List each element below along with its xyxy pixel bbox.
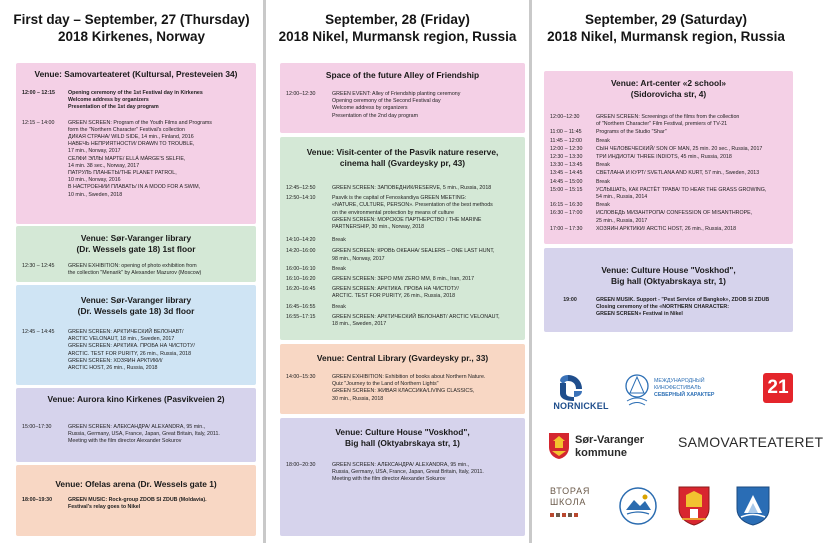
- event-time: 13:30 – 13:45: [550, 162, 583, 169]
- event-time: 15:00–17:30: [22, 424, 52, 430]
- coat-of-arms-blue-icon: [735, 485, 771, 527]
- sor-varanger-wordmark: [575, 434, 644, 460]
- event-time: 18:00–20:30: [286, 462, 316, 468]
- venue-alley-of-friendship: [280, 63, 525, 133]
- event-text: Break: [332, 237, 346, 244]
- event-text: Break: [596, 162, 610, 169]
- day-1-title: [0, 11, 263, 45]
- event-text: Break: [596, 202, 610, 209]
- event-item: [550, 210, 787, 224]
- venue-title: Venue: Art-center «2 school» (Sidorovicha str, 4): [610, 78, 727, 99]
- event-time: 12:00 – 12:15: [22, 90, 55, 96]
- sor-varanger-text-line1: Sør-Varanger: [575, 434, 645, 446]
- event-text: GREEN MUSIK. Support - "Pest Service of Bangkok», ZDOB SI ZDUB Closing ceremony of the «NORTHERN CHARACTER: GREEN SCREEN» Festival in Nikel: [596, 297, 770, 318]
- venue-title: Venue: Culture House "Voskhod", Big hall (Oktyabrskaya str, 1): [335, 427, 470, 448]
- day-2-title-line1: September, 28 (Friday): [325, 12, 470, 27]
- vtoraya-text-line2: ШКОЛА: [550, 497, 587, 507]
- event-item: [550, 179, 787, 186]
- event-time: 14:10–14:20: [286, 237, 316, 244]
- event-item: [550, 170, 787, 177]
- pasvik-reserve-emblem-icon: [618, 486, 658, 526]
- event-item: [286, 374, 519, 403]
- event-time: 12:30 – 12:45: [22, 263, 55, 269]
- event-time: 14:00–15:30: [286, 374, 316, 380]
- venue-title: Venue: Samovarteateret (Kultursal, Presteveien 34): [34, 69, 238, 79]
- nikel-coat-of-arms: [735, 485, 771, 527]
- venue-samovarteateret: [16, 63, 256, 224]
- event-text: ИСЛОВЕДЬ МИЗАНТРОПА/ CONFESSION OF MISANTHROPE, 25 min., Russia, 2017: [596, 210, 753, 224]
- vtoraya-text-line1: ВТОРАЯ: [550, 486, 591, 496]
- event-time: 18:00–19:30: [22, 497, 53, 503]
- event-item: [286, 266, 519, 273]
- event-time: 15:00 – 15:15: [550, 186, 583, 193]
- teateret-wordmark: TEATERET: [748, 434, 823, 450]
- event-time: 19:00: [563, 297, 577, 303]
- event-time: 12:00 – 12:30: [550, 145, 583, 152]
- event-time: 13:45 – 14:45: [550, 170, 583, 177]
- festival-text-line2: КИНОФЕСТИВАЛЬ: [654, 385, 702, 391]
- event-text: GREEN EVENT: Alley of Friendship planting ceremony Opening ceremony of the Second Festival day Welcome address by organizers Presentation of the 2nd day program: [332, 91, 461, 119]
- venue-title: Venue: Visit-center of the Pasvik nature reserve, cinema hall (Gvardeysky pr, 43): [306, 147, 499, 168]
- day-3-column: [532, 0, 823, 543]
- event-time: 16:30 – 17:00: [550, 210, 583, 217]
- pasvik-reserve-logo: [618, 486, 658, 526]
- event-time: 12:45–12:50: [286, 185, 316, 191]
- event-item: [550, 162, 787, 169]
- day-2-column: [266, 0, 529, 543]
- event-item: [550, 226, 787, 233]
- venue-culture-house-voskhod-closing: [544, 248, 793, 332]
- event-text: GREEN SCREEN: ЗЕРО ММ/ ZERO MM, 8 min., Iran, 2017: [332, 276, 475, 283]
- venue-title: Venue: Aurora kino Kirkenes (Pasvikveien 2): [47, 394, 225, 404]
- event-item: [22, 120, 250, 199]
- venue-central-library: [280, 344, 525, 414]
- event-item: [286, 91, 519, 120]
- event-text: СВЕТЛАНА И КУРТ/ SVETLANA AND KURT, 57 min., Sweden, 2013: [596, 170, 760, 177]
- venue-ofelas-arena: [16, 465, 256, 536]
- event-time: 14:45 – 15:00: [550, 178, 583, 185]
- event-item: [286, 185, 519, 192]
- event-time: 16:00–16:10: [286, 265, 316, 272]
- venue-culture-house-voskhod: [280, 418, 525, 536]
- event-item: [286, 304, 519, 311]
- event-item: [22, 90, 250, 112]
- samovar-teateret-logo: [678, 434, 823, 454]
- event-text: GREEN EXHIBITION: opening of photo exhibition from the collection "Menarik" by Alexander Mazurov (Moscow): [68, 263, 202, 277]
- day-1-title-line1: First day – September, 27 (Thursday): [13, 12, 250, 27]
- vtoraya-pattern-icon: [550, 511, 590, 521]
- event-time: 16:15 – 16:30: [550, 202, 583, 209]
- venue-title: Venue: Sør-Varanger library (Dr. Wessels gate 18) 3d floor: [77, 295, 195, 316]
- venue-title: Venue: Ofelas arena (Dr. Wessels gate 1): [55, 479, 217, 489]
- event-text: GREEN SCREEN: АРКТИЧЕСКИЙ ВЕЛОНАВТ/ ARCTIC VELONAUT, 18 min., Sweden, 2017: [332, 313, 500, 328]
- event-time: 12:45 – 14:45: [22, 329, 55, 335]
- day-3-title-line1: September, 29 (Saturday): [584, 12, 748, 27]
- event-text: GREEN SCREEN: АЛЕКСАНДРА/ ALEXANDRA, 95 min., Russia, Germany, USA, France, Japan, Great Britain, Italy, 2011. Meeting with the film director Alexander Sokurov: [332, 462, 484, 483]
- event-time: 17:00 – 17:30: [550, 225, 583, 232]
- event-time: 12:30 – 13:30: [550, 154, 583, 161]
- event-text: УСЛЫШАТЬ, КАК РАСТЁТ ТРАВА/ TO HEAR THE GRASS GROWING, 54 min., Russia, 2014: [596, 186, 767, 201]
- sor-varanger-kommune-logo: [548, 428, 678, 468]
- event-text: GREEN MUSIC: Rock-group ZDOB SI ZDUB (Moldavia). Festival's relay goes to Nikel: [68, 497, 207, 511]
- event-time: 16:20–16:45: [286, 286, 316, 293]
- event-text: ХОЗЯИН АРКТИКИ/ ARCTIC HOST, 26 min., Russia, 2018: [596, 225, 737, 232]
- event-text: GREEN EXHIBITION: Exhibition of books about Northern Nature. Quiz "Journey to the Land of Northern Lights" GREEN SCREEN: ЖИВАЯ КЛАССИКА/LIVING CLASSICS, 30 min., Russia, 2018: [332, 374, 486, 402]
- event-time: 11:00 – 11:45: [550, 129, 582, 136]
- event-time: 16:55–17:15: [286, 313, 316, 320]
- event-item: [550, 114, 787, 128]
- event-item: [22, 424, 250, 446]
- event-text: GREEN SCREEN: Screenings of the films from the collection of "Northern Character" Film Festival, premiers of TV-21: [596, 114, 740, 128]
- event-item: [286, 276, 519, 283]
- event-item: [286, 237, 519, 244]
- event-item: [286, 314, 519, 328]
- event-text: Break: [596, 178, 610, 185]
- event-text: GREEN SCREEN: АЛЕКСАНДРА/ ALEXANDRA, 95 min., Russia, Germany, USA, France, Japan, Great Britain, Italy, 2011. Meeting with the film director Alexander Sokurov: [68, 424, 220, 445]
- event-item: [286, 286, 519, 300]
- event-text: Break: [596, 137, 610, 144]
- event-text: GREEN SCREEN: АРКТИКА. ПРОБА НА ЧИСТОТУ/ ARCTIC. TEST FOR PURITY, 26 min., Russia, 2018: [332, 286, 459, 300]
- event-time: 16:10–16:20: [286, 276, 316, 283]
- event-time: 14:20–16:00: [286, 248, 316, 255]
- sor-varanger-shield-icon: [548, 432, 570, 460]
- event-time: 12:50–14:10: [286, 195, 316, 202]
- day-1-title-line2: 2018 Kirkenes, Norway: [57, 29, 206, 44]
- event-text: Opening ceremony of the 1st Festival day in Kirkenes Welcome address by organizers Presentation of the 1st day program: [68, 90, 203, 111]
- venue-title: Space of the future Alley of Friendship: [325, 70, 480, 80]
- venue-title: Venue: Sør-Varanger library (Dr. Wessels gate 18) 1st floor: [76, 233, 196, 254]
- event-item: [22, 497, 250, 511]
- event-item: [286, 462, 519, 484]
- day-3-title: [532, 11, 800, 45]
- samovar-wordmark: SAMOVAR: [678, 434, 749, 450]
- event-text: Programs of the Studio "Shar": [596, 129, 667, 136]
- event-text: GREEN SCREEN: АРКТИЧЕСКИЙ ВЕЛОНАВТ/ ARCTIC VELONAUT, 18 min., Sweden, 2017 GREEN SCREEN: АРКТИКА. ПРОБА НА ЧИСТОТУ/ ARCTIC. TEST FOR PURITY, 26 min., Russia, 2018 GREEN SCREEN: ХОЗЯИН АРКТИКИ/ ARCTIC HOST, 26 min., Russia, 2018: [68, 329, 195, 372]
- event-item: [550, 297, 787, 319]
- event-text: СЫН ЧЕЛОВЕЧЕСКИЙ/ SON OF MAN, 25 min. 20 sec., Russia, 2017: [596, 145, 763, 152]
- pechengsky-district-coat-of-arms: [677, 485, 711, 527]
- tv21-number: 21: [767, 377, 789, 398]
- event-text: ТРИ ИНДИОТА/ THREE INDIOTS, 45 min., Russia, 2018: [596, 154, 732, 161]
- event-item: [22, 263, 250, 277]
- event-text: GREEN SCREEN: ЗАПОВЕДНИК/RESERVE, 5 min., Russia, 2018: [332, 185, 492, 191]
- nornickel-logo: [546, 371, 616, 411]
- festival-text-line3: СЕВЕРНЫЙ ХАРАКТЕР: [654, 392, 715, 398]
- event-time: 12:00–12:30: [550, 114, 580, 120]
- vtoraya-shkola-logo: [550, 486, 594, 526]
- venue-aurora-kino: [16, 388, 256, 462]
- event-item: [550, 202, 787, 209]
- event-item: [550, 129, 787, 136]
- event-item: [550, 138, 787, 145]
- sor-varanger-text-line2: kommune: [575, 447, 627, 459]
- day-2-title-line2: 2018 Nikel, Murmansk region, Russia: [278, 29, 517, 44]
- tv21-logo: [763, 373, 793, 403]
- event-time: 11:45 – 12:00: [550, 137, 583, 144]
- event-item: [286, 195, 519, 231]
- event-text: Pasvik is the capital of Fenoskandiya GREEN MEETING: «NATURE, CULTURE, PERSON». Presentation of the best methods on the environmental protection by means of culture GREEN SCREEN: МОРСКОЕ ПАРТНЕРСТВО / THE MARINE PARTNERSHIP, 30 min., Norway, 2018: [332, 195, 493, 231]
- coat-of-arms-red-icon: [677, 485, 711, 527]
- event-item: [22, 329, 250, 372]
- event-time: 12:15 – 14:00: [22, 119, 55, 126]
- event-item: [550, 154, 787, 161]
- venue-library-1st-floor: [16, 226, 256, 282]
- day-2-title: [266, 11, 529, 45]
- event-text: GREEN SCREEN: Program of the Youth Films and Programs form the "Northern Character" Festival's collection ДИКАЯ СТРАНА/ WILD SIDE, 14 min., Finland, 2016 НАВЕЧЬ НЕПРИЯТНОСТИ/ DRAWN TO TROUBLE, 17 min., Norway, 2017 СЕЛФИ ЭЛЛЫ МАРТЕ/ ELLÁ MÁRGE'S SELFIE, 14 min. 38 sec., Norway, 2017 ПАТРУЛЬ ПЛАНЕТЫ/THE PLANET PATROL, 10 min., Norway, 2016 В НАСТРОЕНИИ ПЛАВАТЬ/ IN A MOOD FOR A SWIM, 10 min., Sweden, 2018: [68, 119, 212, 198]
- event-time: 12:00–12:30: [286, 91, 316, 97]
- venue-art-center-2-school: [544, 71, 793, 244]
- event-text: Break: [332, 265, 346, 272]
- day-3-title-line2: 2018 Nikel, Murmansk region, Russia: [547, 29, 785, 44]
- event-text: GREEN SCREEN: КРОВЬ ОКЕАНА/ SEALERS – ONE LAST HUNT, 98 min., Norway, 2017: [332, 248, 495, 262]
- event-item: [286, 248, 519, 262]
- festival-severny-kharakter-logo: [622, 369, 732, 413]
- day-1-column: [0, 0, 263, 543]
- venue-title: Venue: Culture House "Voskhod", Big hall (Oktyabrskaya str, 1): [601, 265, 736, 286]
- event-item: [550, 187, 787, 201]
- event-time: 16:45–16:55: [286, 303, 316, 310]
- event-text: Break: [332, 303, 346, 310]
- festival-text-line1: МЕЖДУНАРОДНЫЙ: [654, 378, 705, 384]
- event-item: [550, 146, 787, 153]
- venue-title: Venue: Central Library (Gvardeysky pr., 33): [316, 353, 489, 363]
- festival-emblem-icon: [622, 371, 652, 411]
- venue-pasvik-visit-center: [280, 137, 525, 340]
- venue-library-3d-floor: [16, 285, 256, 385]
- nornickel-wordmark: NORNICKEL: [553, 401, 609, 411]
